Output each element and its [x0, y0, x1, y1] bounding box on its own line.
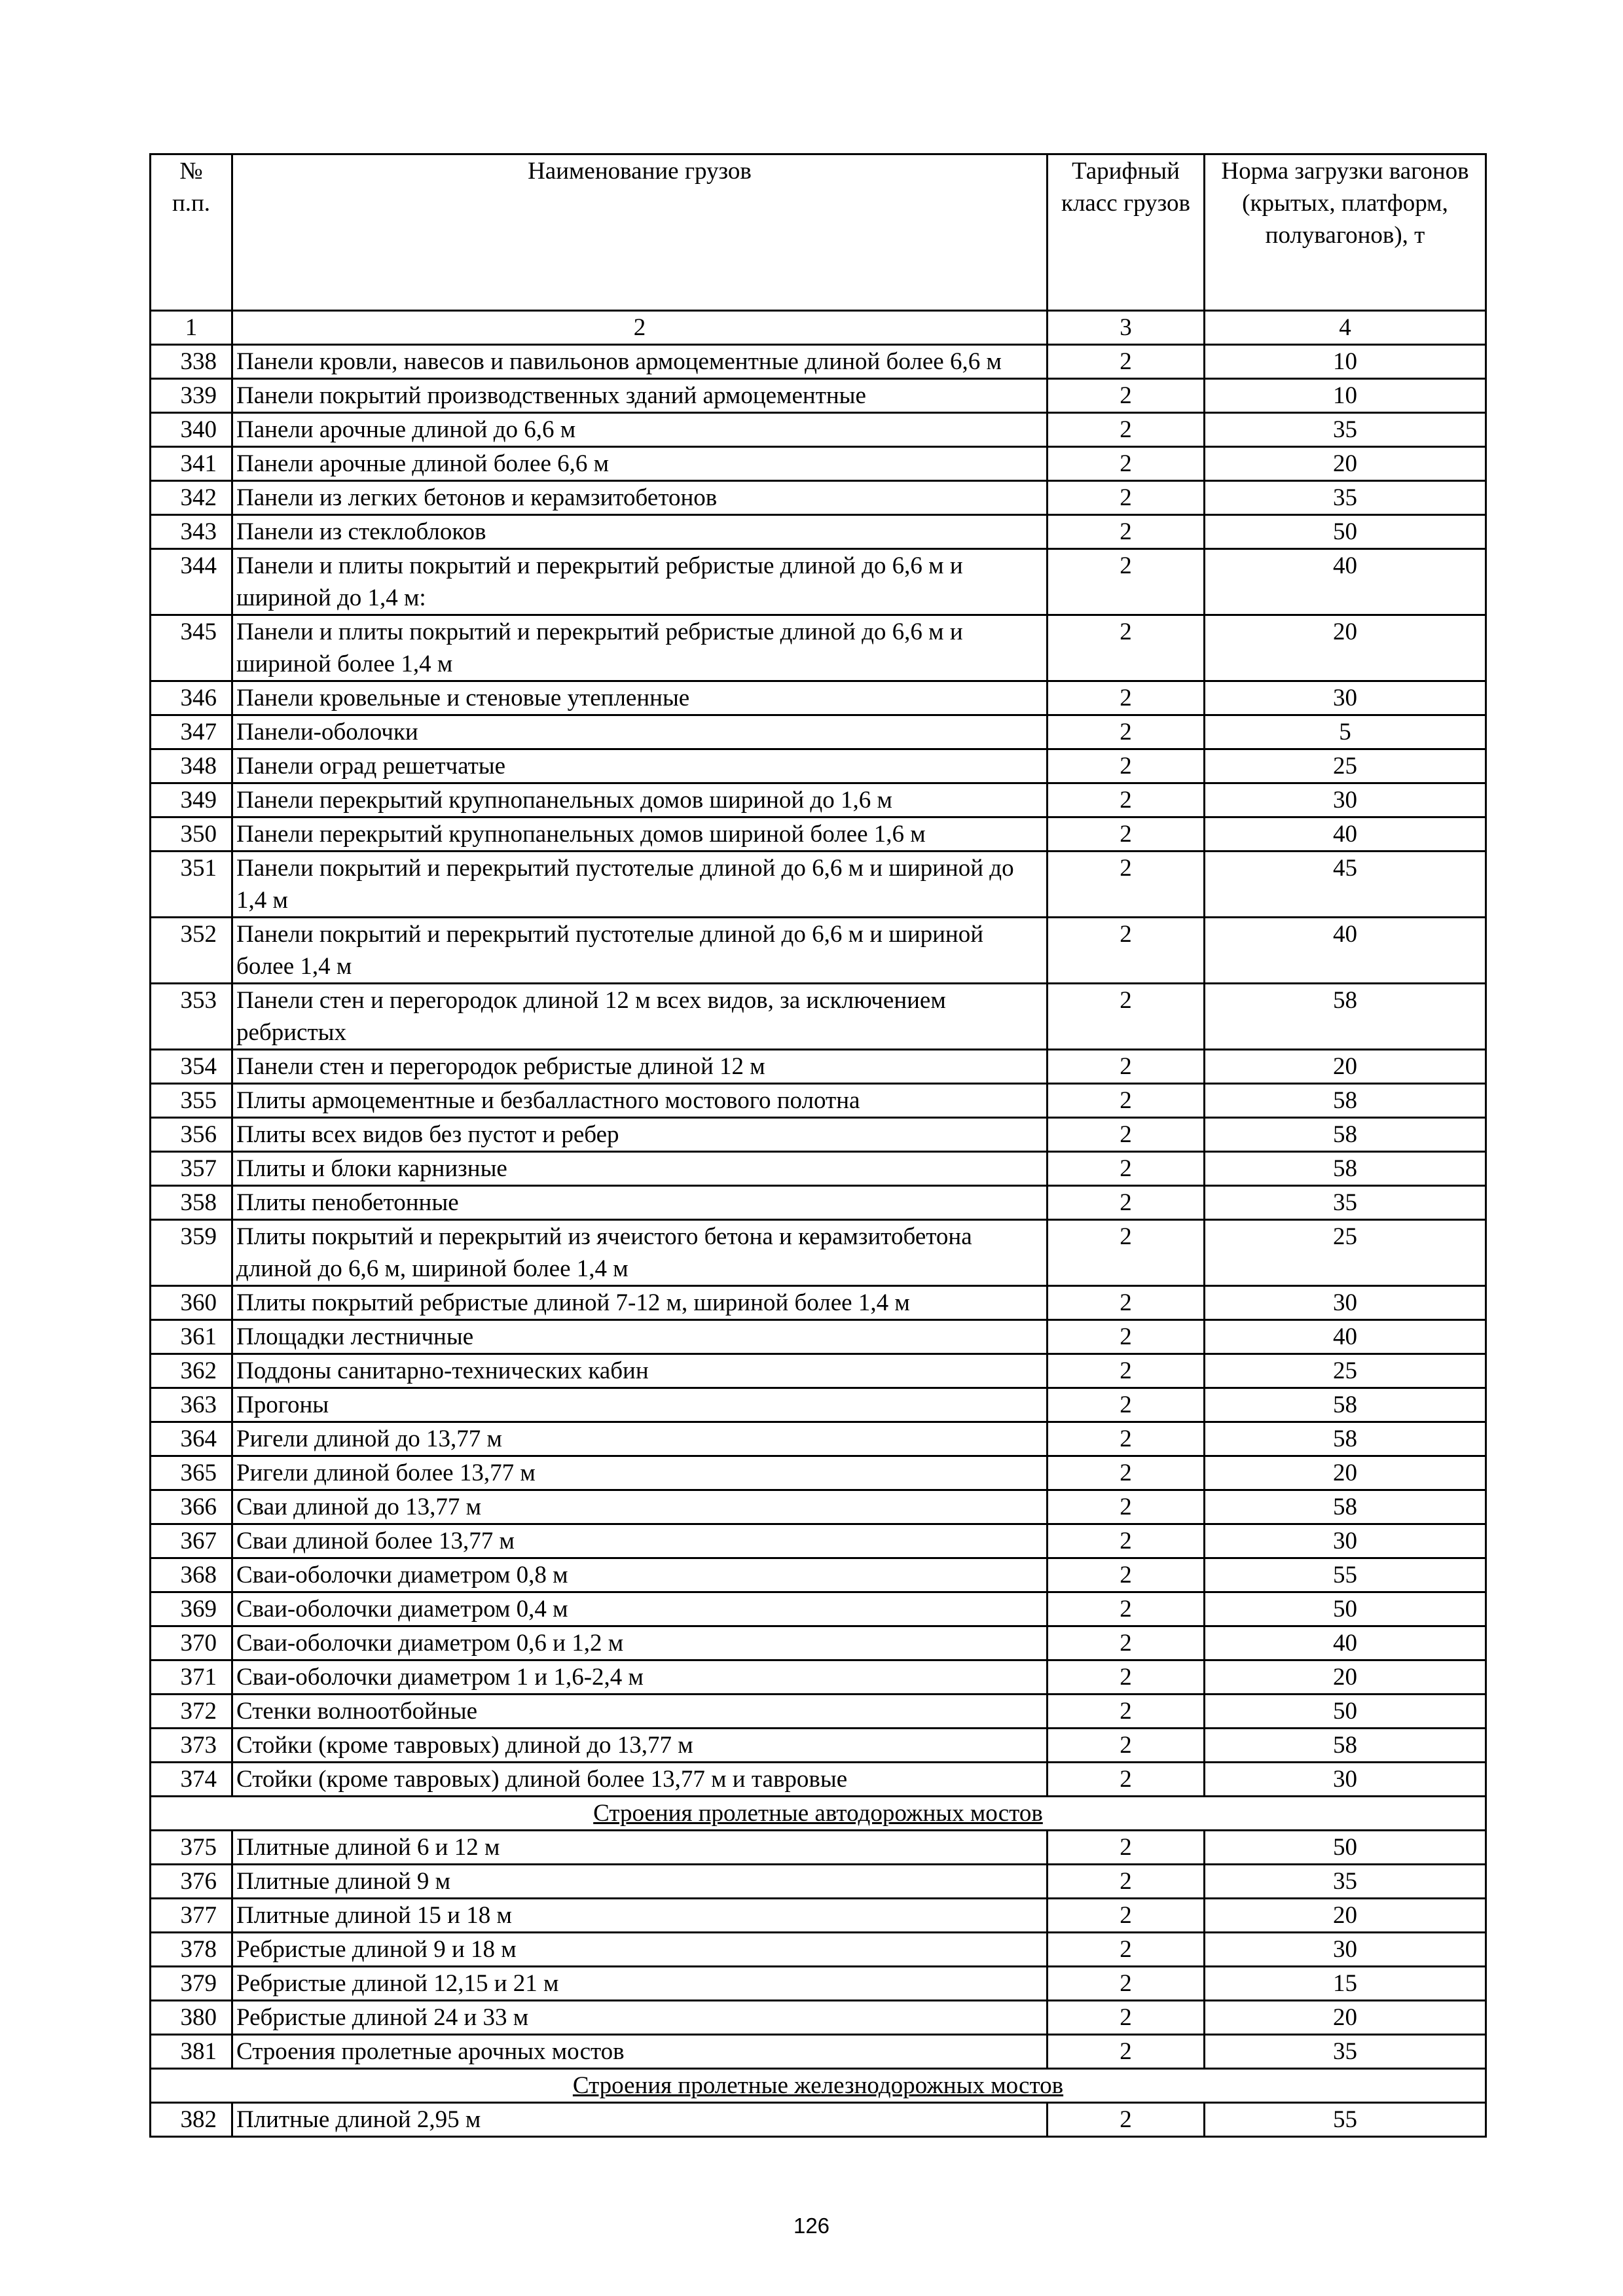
table-row — [151, 715, 1486, 749]
cargo-name: Панели оград решетчатые — [232, 749, 1048, 783]
table-row — [151, 515, 1486, 549]
cargo-name: Плитные длиной 6 и 12 м — [232, 1831, 1048, 1865]
cargo-name: Ригели длиной до 13,77 м — [232, 1422, 1048, 1456]
load-norm: 20 — [1205, 1456, 1486, 1490]
row-number: 348 — [151, 749, 232, 783]
load-norm: 20 — [1205, 447, 1486, 481]
table-row — [151, 2103, 1486, 2137]
cargo-name: Ребристые длиной 9 и 18 м — [232, 1933, 1048, 1967]
row-number: 376 — [151, 1865, 232, 1899]
cargo-name: Сваи длиной более 13,77 м — [232, 1524, 1048, 1558]
row-number: 363 — [151, 1388, 232, 1422]
row-number: 356 — [151, 1118, 232, 1152]
row-number: 352 — [151, 918, 232, 984]
tariff-class: 2 — [1048, 1626, 1205, 1660]
table-row — [151, 1084, 1486, 1118]
table-row — [151, 852, 1486, 918]
table-row — [151, 817, 1486, 852]
tariff-class: 2 — [1048, 2035, 1205, 2069]
load-norm: 30 — [1205, 1524, 1486, 1558]
tariff-class: 2 — [1048, 749, 1205, 783]
tariff-class: 2 — [1048, 1118, 1205, 1152]
tariff-class: 2 — [1048, 1592, 1205, 1626]
cargo-name: Плиты и блоки карнизные — [232, 1152, 1048, 1186]
table-row — [151, 379, 1486, 413]
column-number: 3 — [1048, 311, 1205, 345]
cargo-name: Плиты всех видов без пустот и ребер — [232, 1118, 1048, 1152]
load-norm: 58 — [1205, 1388, 1486, 1422]
table-row — [151, 1831, 1486, 1865]
row-number: 373 — [151, 1729, 232, 1763]
cargo-name: Ребристые длиной 24 и 33 м — [232, 2001, 1048, 2035]
load-norm: 35 — [1205, 413, 1486, 447]
load-norm: 20 — [1205, 615, 1486, 681]
load-norm: 10 — [1205, 345, 1486, 379]
row-number: 353 — [151, 984, 232, 1050]
row-number: 340 — [151, 413, 232, 447]
table-row — [151, 1626, 1486, 1660]
tariff-class: 2 — [1048, 1050, 1205, 1084]
load-norm: 58 — [1205, 1729, 1486, 1763]
table-row — [151, 2001, 1486, 2035]
tariff-class: 2 — [1048, 1899, 1205, 1933]
tariff-class: 2 — [1048, 447, 1205, 481]
load-norm: 40 — [1205, 1626, 1486, 1660]
row-number: 377 — [151, 1899, 232, 1933]
load-norm: 30 — [1205, 681, 1486, 715]
row-number: 339 — [151, 379, 232, 413]
table-row — [151, 984, 1486, 1050]
tariff-class: 2 — [1048, 1354, 1205, 1388]
cargo-name: Плиты покрытий и перекрытий из ячеистого бетона и керамзитобетона длиной до 6,6 м, шириной более 1,4 м — [232, 1220, 1048, 1286]
cargo-name: Панели стен и перегородок длиной 12 м всех видов, за исключением ребристых — [232, 984, 1048, 1050]
table-row — [151, 681, 1486, 715]
cargo-name: Сваи-оболочки диаметром 0,4 м — [232, 1592, 1048, 1626]
cargo-name: Панели кровельные и стеновые утепленные — [232, 681, 1048, 715]
tariff-class: 2 — [1048, 379, 1205, 413]
cargo-name: Сваи-оболочки диаметром 0,6 и 1,2 м — [232, 1626, 1048, 1660]
tariff-class: 2 — [1048, 1524, 1205, 1558]
tariff-class: 2 — [1048, 681, 1205, 715]
table-row — [151, 749, 1486, 783]
table-row — [151, 1286, 1486, 1320]
cargo-name: Панели и плиты покрытий и перекрытий ребристые длиной до 6,6 м и шириной до 1,4 м: — [232, 549, 1048, 615]
table-row — [151, 1220, 1486, 1286]
load-norm: 40 — [1205, 1320, 1486, 1354]
load-norm: 55 — [1205, 1558, 1486, 1592]
table-row — [151, 549, 1486, 615]
tariff-class: 2 — [1048, 1763, 1205, 1797]
header-name: Наименование грузов — [232, 154, 1048, 311]
table-row — [151, 783, 1486, 817]
table-row — [151, 481, 1486, 515]
table-header — [151, 154, 1486, 345]
table-row — [151, 1422, 1486, 1456]
load-norm: 5 — [1205, 715, 1486, 749]
table-row — [151, 1186, 1486, 1220]
tariff-class: 2 — [1048, 549, 1205, 615]
header-num: № п.п. — [151, 154, 232, 311]
load-norm: 35 — [1205, 2035, 1486, 2069]
tariff-class: 2 — [1048, 817, 1205, 852]
cargo-name: Плитные длиной 2,95 м — [232, 2103, 1048, 2137]
row-number: 349 — [151, 783, 232, 817]
cargo-name: Строения пролетные арочных мостов — [232, 2035, 1048, 2069]
table-row — [151, 1695, 1486, 1729]
load-norm: 30 — [1205, 783, 1486, 817]
row-number: 364 — [151, 1422, 232, 1456]
row-number: 374 — [151, 1763, 232, 1797]
load-norm: 25 — [1205, 1354, 1486, 1388]
cargo-name: Плиты покрытий ребристые длиной 7-12 м, шириной более 1,4 м — [232, 1286, 1048, 1320]
tariff-class: 2 — [1048, 1660, 1205, 1695]
tariff-class: 2 — [1048, 1220, 1205, 1286]
cargo-name: Панели арочные длиной более 6,6 м — [232, 447, 1048, 481]
load-norm: 45 — [1205, 852, 1486, 918]
tariff-class: 2 — [1048, 1490, 1205, 1524]
tariff-class: 2 — [1048, 413, 1205, 447]
load-norm: 15 — [1205, 1967, 1486, 2001]
header-row — [151, 154, 1486, 311]
table-row — [151, 1152, 1486, 1186]
table-row — [151, 1388, 1486, 1422]
cargo-name: Панели перекрытий крупнопанельных домов шириной до 1,6 м — [232, 783, 1048, 817]
load-norm: 20 — [1205, 1899, 1486, 1933]
tariff-class: 2 — [1048, 1186, 1205, 1220]
table-row — [151, 1592, 1486, 1626]
row-number: 343 — [151, 515, 232, 549]
cargo-name: Панели стен и перегородок ребристые длиной 12 м — [232, 1050, 1048, 1084]
table-row — [151, 615, 1486, 681]
load-norm: 50 — [1205, 1592, 1486, 1626]
load-norm: 58 — [1205, 1422, 1486, 1456]
table-row — [151, 413, 1486, 447]
tariff-class: 2 — [1048, 2103, 1205, 2137]
load-norm: 40 — [1205, 918, 1486, 984]
cargo-name: Сваи длиной до 13,77 м — [232, 1490, 1048, 1524]
table-row — [151, 1660, 1486, 1695]
cargo-name: Панели из стеклоблоков — [232, 515, 1048, 549]
tariff-class: 2 — [1048, 918, 1205, 984]
load-norm: 20 — [1205, 1050, 1486, 1084]
tariff-class: 2 — [1048, 615, 1205, 681]
tariff-class: 2 — [1048, 345, 1205, 379]
tariff-class: 2 — [1048, 481, 1205, 515]
cargo-name: Панели арочные длиной до 6,6 м — [232, 413, 1048, 447]
table-row — [151, 1354, 1486, 1388]
tariff-class: 2 — [1048, 984, 1205, 1050]
cargo-table — [149, 153, 1487, 2138]
section-row — [151, 1797, 1486, 1831]
tariff-class: 2 — [1048, 783, 1205, 817]
cargo-name: Ребристые длиной 12,15 и 21 м — [232, 1967, 1048, 2001]
tariff-class: 2 — [1048, 515, 1205, 549]
cargo-name: Плитные длиной 15 и 18 м — [232, 1899, 1048, 1933]
row-number: 379 — [151, 1967, 232, 2001]
column-number-row — [151, 311, 1486, 345]
tariff-class: 2 — [1048, 1729, 1205, 1763]
load-norm: 10 — [1205, 379, 1486, 413]
tariff-class: 2 — [1048, 2001, 1205, 2035]
table-row — [151, 1763, 1486, 1797]
cargo-name: Панели покрытий производственных зданий армоцементные — [232, 379, 1048, 413]
row-number: 347 — [151, 715, 232, 749]
table-row — [151, 1865, 1486, 1899]
tariff-class: 2 — [1048, 715, 1205, 749]
table-row — [151, 1933, 1486, 1967]
header-tariff: Тарифный класс грузов — [1048, 154, 1205, 311]
cargo-name: Панели из легких бетонов и керамзитобетонов — [232, 481, 1048, 515]
row-number: 342 — [151, 481, 232, 515]
row-number: 351 — [151, 852, 232, 918]
tariff-class: 2 — [1048, 1865, 1205, 1899]
cargo-name: Ригели длиной более 13,77 м — [232, 1456, 1048, 1490]
column-number: 2 — [232, 311, 1048, 345]
tariff-class: 2 — [1048, 1558, 1205, 1592]
cargo-name: Плиты армоцементные и безбалластного мостового полотна — [232, 1084, 1048, 1118]
cargo-name: Панели и плиты покрытий и перекрытий ребристые длиной до 6,6 м и шириной более 1,4 м — [232, 615, 1048, 681]
row-number: 366 — [151, 1490, 232, 1524]
tariff-class: 2 — [1048, 1320, 1205, 1354]
cargo-name: Поддоны санитарно-технических кабин — [232, 1354, 1048, 1388]
load-norm: 58 — [1205, 1490, 1486, 1524]
table-row — [151, 1899, 1486, 1933]
row-number: 382 — [151, 2103, 232, 2137]
row-number: 367 — [151, 1524, 232, 1558]
load-norm: 20 — [1205, 1660, 1486, 1695]
row-number: 372 — [151, 1695, 232, 1729]
tariff-class: 2 — [1048, 1422, 1205, 1456]
row-number: 338 — [151, 345, 232, 379]
table-body — [151, 345, 1486, 2137]
load-norm: 20 — [1205, 2001, 1486, 2035]
table-row — [151, 1490, 1486, 1524]
tariff-class: 2 — [1048, 1695, 1205, 1729]
row-number: 375 — [151, 1831, 232, 1865]
table-row — [151, 918, 1486, 984]
row-number: 344 — [151, 549, 232, 615]
load-norm: 25 — [1205, 749, 1486, 783]
row-number: 380 — [151, 2001, 232, 2035]
load-norm: 58 — [1205, 1152, 1486, 1186]
row-number: 359 — [151, 1220, 232, 1286]
load-norm: 50 — [1205, 1831, 1486, 1865]
header-norm: Норма загрузки вагонов (крытых, платформ, полувагонов), т — [1205, 154, 1486, 311]
section-title: Строения пролетные железнодорожных мостов — [151, 2069, 1486, 2103]
table-row — [151, 1967, 1486, 2001]
table-row — [151, 447, 1486, 481]
load-norm: 35 — [1205, 1865, 1486, 1899]
tariff-class: 2 — [1048, 1933, 1205, 1967]
load-norm: 58 — [1205, 1118, 1486, 1152]
cargo-name: Сваи-оболочки диаметром 0,8 м — [232, 1558, 1048, 1592]
tariff-class: 2 — [1048, 1286, 1205, 1320]
row-number: 350 — [151, 817, 232, 852]
cargo-name: Плитные длиной 9 м — [232, 1865, 1048, 1899]
load-norm: 30 — [1205, 1286, 1486, 1320]
row-number: 360 — [151, 1286, 232, 1320]
load-norm: 25 — [1205, 1220, 1486, 1286]
table-row — [151, 1729, 1486, 1763]
row-number: 369 — [151, 1592, 232, 1626]
cargo-name: Панели кровли, навесов и павильонов армоцементные длиной более 6,6 м — [232, 345, 1048, 379]
row-number: 355 — [151, 1084, 232, 1118]
load-norm: 58 — [1205, 1084, 1486, 1118]
tariff-class: 2 — [1048, 1152, 1205, 1186]
table-row — [151, 1320, 1486, 1354]
row-number: 354 — [151, 1050, 232, 1084]
tariff-class: 2 — [1048, 1084, 1205, 1118]
table-row — [151, 2035, 1486, 2069]
row-number: 362 — [151, 1354, 232, 1388]
row-number: 346 — [151, 681, 232, 715]
load-norm: 40 — [1205, 549, 1486, 615]
column-number: 4 — [1205, 311, 1486, 345]
table-row — [151, 1050, 1486, 1084]
cargo-name: Панели-оболочки — [232, 715, 1048, 749]
load-norm: 30 — [1205, 1763, 1486, 1797]
table-row — [151, 1524, 1486, 1558]
row-number: 381 — [151, 2035, 232, 2069]
section-row — [151, 2069, 1486, 2103]
cargo-name: Стойки (кроме тавровых) длиной более 13,77 м и тавровые — [232, 1763, 1048, 1797]
load-norm: 30 — [1205, 1933, 1486, 1967]
tariff-class: 2 — [1048, 1388, 1205, 1422]
table-row — [151, 345, 1486, 379]
row-number: 341 — [151, 447, 232, 481]
row-number: 378 — [151, 1933, 232, 1967]
table-row — [151, 1456, 1486, 1490]
load-norm: 40 — [1205, 817, 1486, 852]
cargo-name: Прогоны — [232, 1388, 1048, 1422]
load-norm: 58 — [1205, 984, 1486, 1050]
table-row — [151, 1558, 1486, 1592]
row-number: 371 — [151, 1660, 232, 1695]
tariff-class: 2 — [1048, 852, 1205, 918]
tariff-class: 2 — [1048, 1831, 1205, 1865]
load-norm: 50 — [1205, 515, 1486, 549]
cargo-name: Плиты пенобетонные — [232, 1186, 1048, 1220]
row-number: 345 — [151, 615, 232, 681]
table-row — [151, 1118, 1486, 1152]
row-number: 368 — [151, 1558, 232, 1592]
cargo-name: Панели покрытий и перекрытий пустотелые длиной до 6,6 м и шириной более 1,4 м — [232, 918, 1048, 984]
row-number: 370 — [151, 1626, 232, 1660]
load-norm: 35 — [1205, 481, 1486, 515]
tariff-class: 2 — [1048, 1967, 1205, 2001]
page-number: 126 — [793, 2214, 830, 2238]
cargo-name: Стойки (кроме тавровых) длиной до 13,77 м — [232, 1729, 1048, 1763]
row-number: 357 — [151, 1152, 232, 1186]
tariff-class: 2 — [1048, 1456, 1205, 1490]
cargo-name: Площадки лестничные — [232, 1320, 1048, 1354]
load-norm: 50 — [1205, 1695, 1486, 1729]
load-norm: 35 — [1205, 1186, 1486, 1220]
load-norm: 55 — [1205, 2103, 1486, 2137]
section-title: Строения пролетные автодорожных мостов — [151, 1797, 1486, 1831]
cargo-name: Стенки волноотбойные — [232, 1695, 1048, 1729]
row-number: 365 — [151, 1456, 232, 1490]
cargo-name: Сваи-оболочки диаметром 1 и 1,6-2,4 м — [232, 1660, 1048, 1695]
row-number: 361 — [151, 1320, 232, 1354]
cargo-name: Панели покрытий и перекрытий пустотелые длиной до 6,6 м и шириной до 1,4 м — [232, 852, 1048, 918]
column-number: 1 — [151, 311, 232, 345]
cargo-name: Панели перекрытий крупнопанельных домов шириной более 1,6 м — [232, 817, 1048, 852]
row-number: 358 — [151, 1186, 232, 1220]
